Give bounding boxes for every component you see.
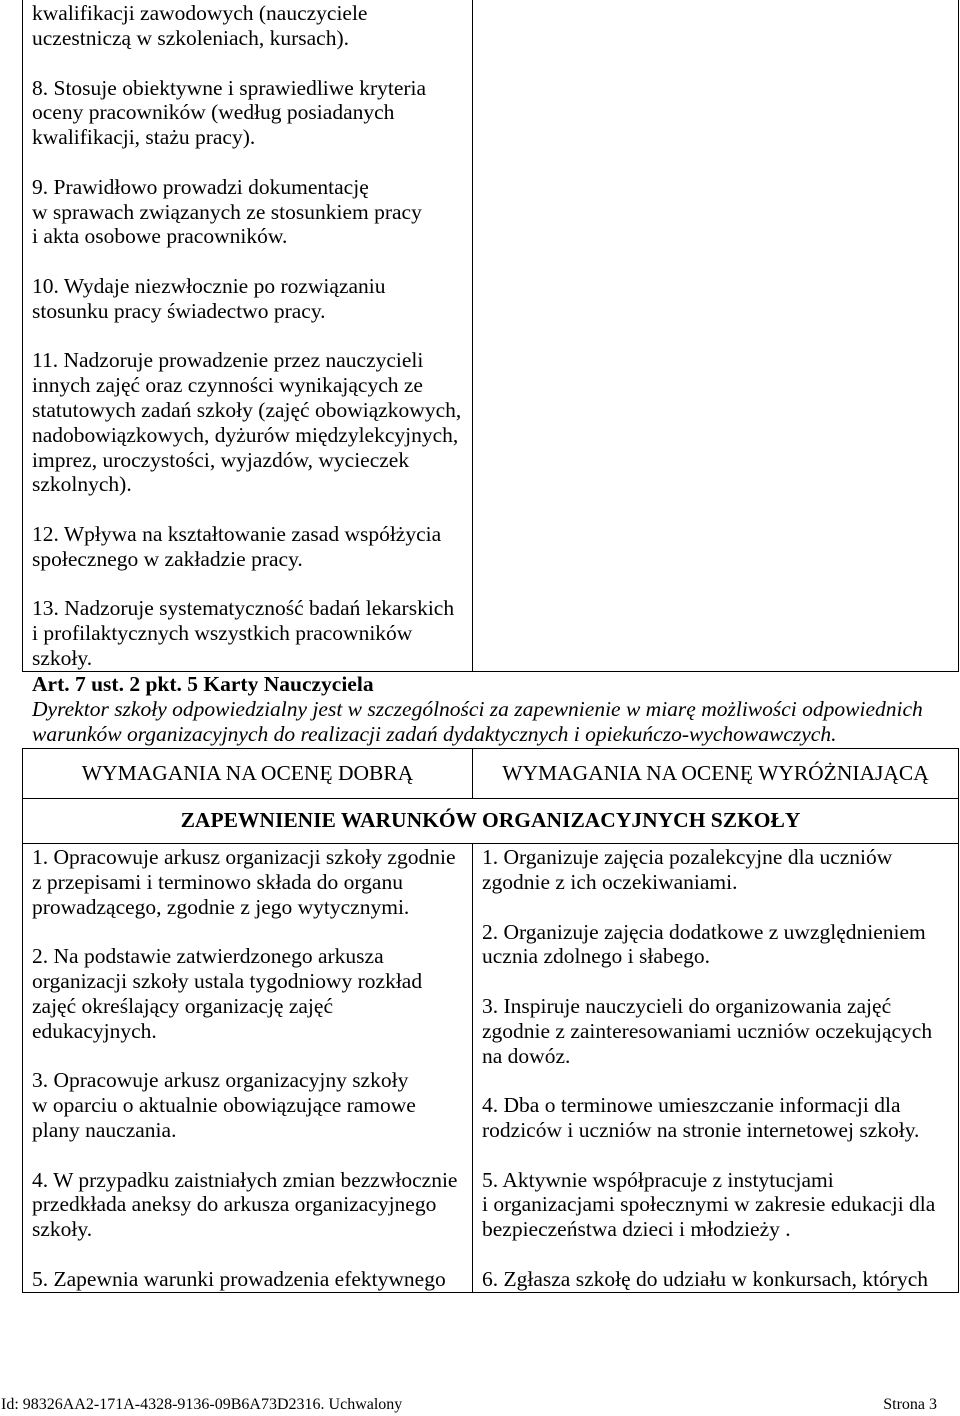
distinguished-requirement-line: na dowóz. xyxy=(482,1043,571,1068)
duty-line: kwalifikacji zawodowych (nauczyciele xyxy=(32,1,368,26)
page-number: Strona 3 xyxy=(883,1396,937,1413)
duty-line: imprez, uroczystości, wyjazdów, wycieczek xyxy=(32,447,410,472)
good-grade-column xyxy=(23,844,473,1292)
good-requirement-line: 4. W przypadku zaistniałych zmian bezzwłocznie xyxy=(32,1167,458,1192)
good-requirement-line: plany nauczania. xyxy=(32,1118,177,1143)
duty-line: społecznego w zakładzie pracy. xyxy=(32,546,303,571)
good-requirement-line: szkoły. xyxy=(32,1217,93,1242)
distinguished-requirement-line: 5. Aktywnie współpracuje z instytucjami xyxy=(482,1167,834,1192)
legal-basis-heading: Art. 7 ust. 2 pkt. 5 Karty Nauczyciela xyxy=(32,672,374,696)
distinguished-requirement-line: zgodnie z zainteresowaniami uczniów oczekujących xyxy=(482,1018,933,1043)
distinguished-requirement-item xyxy=(482,994,958,1068)
requirements-row xyxy=(23,843,958,1292)
distinguished-requirement-line: i organizacjami społecznymi w zakresie edukacji dla xyxy=(482,1192,936,1217)
distinguished-requirement-line: 1. Organizuje zajęcia pozalekcyjne dla uczniów xyxy=(482,845,893,870)
duty-item xyxy=(32,348,472,497)
good-requirement-line: w oparciu o aktualnie obowiązujące ramowe xyxy=(32,1093,416,1118)
good-requirement-item xyxy=(32,845,472,919)
good-requirement-line: organizacji szkoły ustala tygodniowy rozkład xyxy=(32,969,423,994)
duty-line: kwalifikacji, stażu pracy). xyxy=(32,125,256,150)
duty-line: szkolnych). xyxy=(32,472,132,497)
duty-item xyxy=(32,1,472,51)
duty-line: oceny pracowników (według posiadanych xyxy=(32,100,395,125)
distinguished-requirement-item xyxy=(482,1168,958,1242)
distinguished-requirement-line: 2. Organizuje zajęcia dodatkowe z uwzględnieniem xyxy=(482,919,926,944)
good-requirement-line: przedkłada aneksy do arkusza organizacyjnego xyxy=(32,1192,437,1217)
duty-line: 10. Wydaje niezwłocznie po rozwiązaniu xyxy=(32,274,386,299)
good-requirement-line: z przepisami i terminowo składa do organu xyxy=(32,870,403,895)
duty-item xyxy=(32,175,472,249)
legal-basis xyxy=(32,672,952,746)
duty-line: szkoły. xyxy=(32,646,93,671)
distinguished-requirement-line: zgodnie z ich oczekiwaniami. xyxy=(482,870,738,895)
distinguished-requirement-line: 3. Inspiruje nauczycieli do organizowania zajęć xyxy=(482,994,892,1019)
distinguished-requirement-item xyxy=(482,1267,958,1292)
empty-column xyxy=(473,0,958,671)
duty-line: i profilaktycznych wszystkich pracowników xyxy=(32,621,413,646)
duties-table xyxy=(22,0,959,672)
good-requirement-item xyxy=(32,1068,472,1142)
duties-column xyxy=(23,0,473,671)
duty-line: stosunku pracy świadectwo pracy. xyxy=(32,298,326,323)
good-requirement-line: 2. Na podstawie zatwierdzonego arkusza xyxy=(32,944,384,969)
duty-line: nadobowiązkowych, dyżurów międzylekcyjnych, xyxy=(32,422,459,447)
good-requirement-item xyxy=(32,944,472,1043)
requirements-table xyxy=(22,748,959,1293)
legal-basis-text-line: Dyrektor szkoły odpowiedzialny jest w szczególności za zapewnienie w miarę możliwości odpowiednich xyxy=(32,696,923,721)
duty-line: 13. Nadzoruje systematyczność badań lekarskich xyxy=(32,596,455,621)
good-requirement-line: zajęć określający organizację zajęć xyxy=(32,994,333,1019)
good-requirement-line: 5. Zapewnia warunki prowadzenia efektywnego xyxy=(32,1266,446,1291)
distinguished-requirement-line: 6. Zgłasza szkołę do udziału w konkursach, których xyxy=(482,1266,928,1291)
good-requirement-item xyxy=(32,1168,472,1242)
duty-item xyxy=(32,76,472,150)
distinguished-requirement-line: 4. Dba o terminowe umieszczanie informacji dla xyxy=(482,1093,901,1118)
good-requirement-item xyxy=(32,1267,472,1292)
duty-line: uczestniczą w szkoleniach, kursach). xyxy=(32,26,349,51)
good-requirement-line: 3. Opracowuje arkusz organizacyjny szkoły xyxy=(32,1068,409,1093)
header-good-grade: WYMAGANIA NA OCENĘ DOBRĄ xyxy=(23,749,473,798)
duty-item xyxy=(32,596,472,670)
legal-basis-text-line: warunków organizacyjnych do realizacji zadań dydaktycznych i opiekuńczo-wychowawczych. xyxy=(32,721,837,746)
distinguished-grade-column xyxy=(473,844,958,1292)
duty-line: innych zajęć oraz czynności wynikających ze xyxy=(32,373,423,398)
duty-item xyxy=(32,274,472,324)
page-footer xyxy=(0,1396,960,1414)
duty-line: 9. Prawidłowo prowadzi dokumentację xyxy=(32,174,369,199)
good-requirement-line: edukacyjnych. xyxy=(32,1018,157,1043)
distinguished-requirement-line: bezpieczeństwa dzieci i młodzieży . xyxy=(482,1217,791,1242)
header-distinguished-grade: WYMAGANIA NA OCENĘ WYRÓŻNIAJĄCĄ xyxy=(502,760,929,785)
distinguished-requirement-line: rodziców i uczniów na stronie internetowej szkoły. xyxy=(482,1118,920,1143)
distinguished-requirement-item xyxy=(482,845,958,895)
duty-line: 12. Wpływa na kształtowanie zasad współżycia xyxy=(32,522,442,547)
distinguished-requirement-item xyxy=(482,920,958,970)
duty-item xyxy=(32,522,472,572)
duty-line: w sprawach związanych ze stosunkiem pracy xyxy=(32,199,422,224)
duty-line: 11. Nadzoruje prowadzenie przez nauczycieli xyxy=(32,348,424,373)
distinguished-requirement-line: ucznia zdolnego i słabego. xyxy=(482,944,711,969)
document-id: Id: 98326AA2-171A-4328-9136-09B6A73D2316. Uchwalony xyxy=(1,1396,403,1413)
good-requirement-line: prowadzącego, zgodnie z jego wytycznymi. xyxy=(32,894,410,919)
header-row xyxy=(23,749,958,798)
good-requirement-line: 1. Opracowuje arkusz organizacji szkoły zgodnie xyxy=(32,845,456,870)
section-title: ZAPEWNIENIE WARUNKÓW ORGANIZACYJNYCH SZKOŁY xyxy=(180,807,801,832)
section-row xyxy=(23,798,958,843)
duty-line: statutowych zadań szkoły (zajęć obowiązkowych, xyxy=(32,398,462,423)
distinguished-requirement-item xyxy=(482,1093,958,1143)
duty-line: 8. Stosuje obiektywne i sprawiedliwe kryteria xyxy=(32,75,427,100)
duty-line: i akta osobowe pracowników. xyxy=(32,224,288,249)
